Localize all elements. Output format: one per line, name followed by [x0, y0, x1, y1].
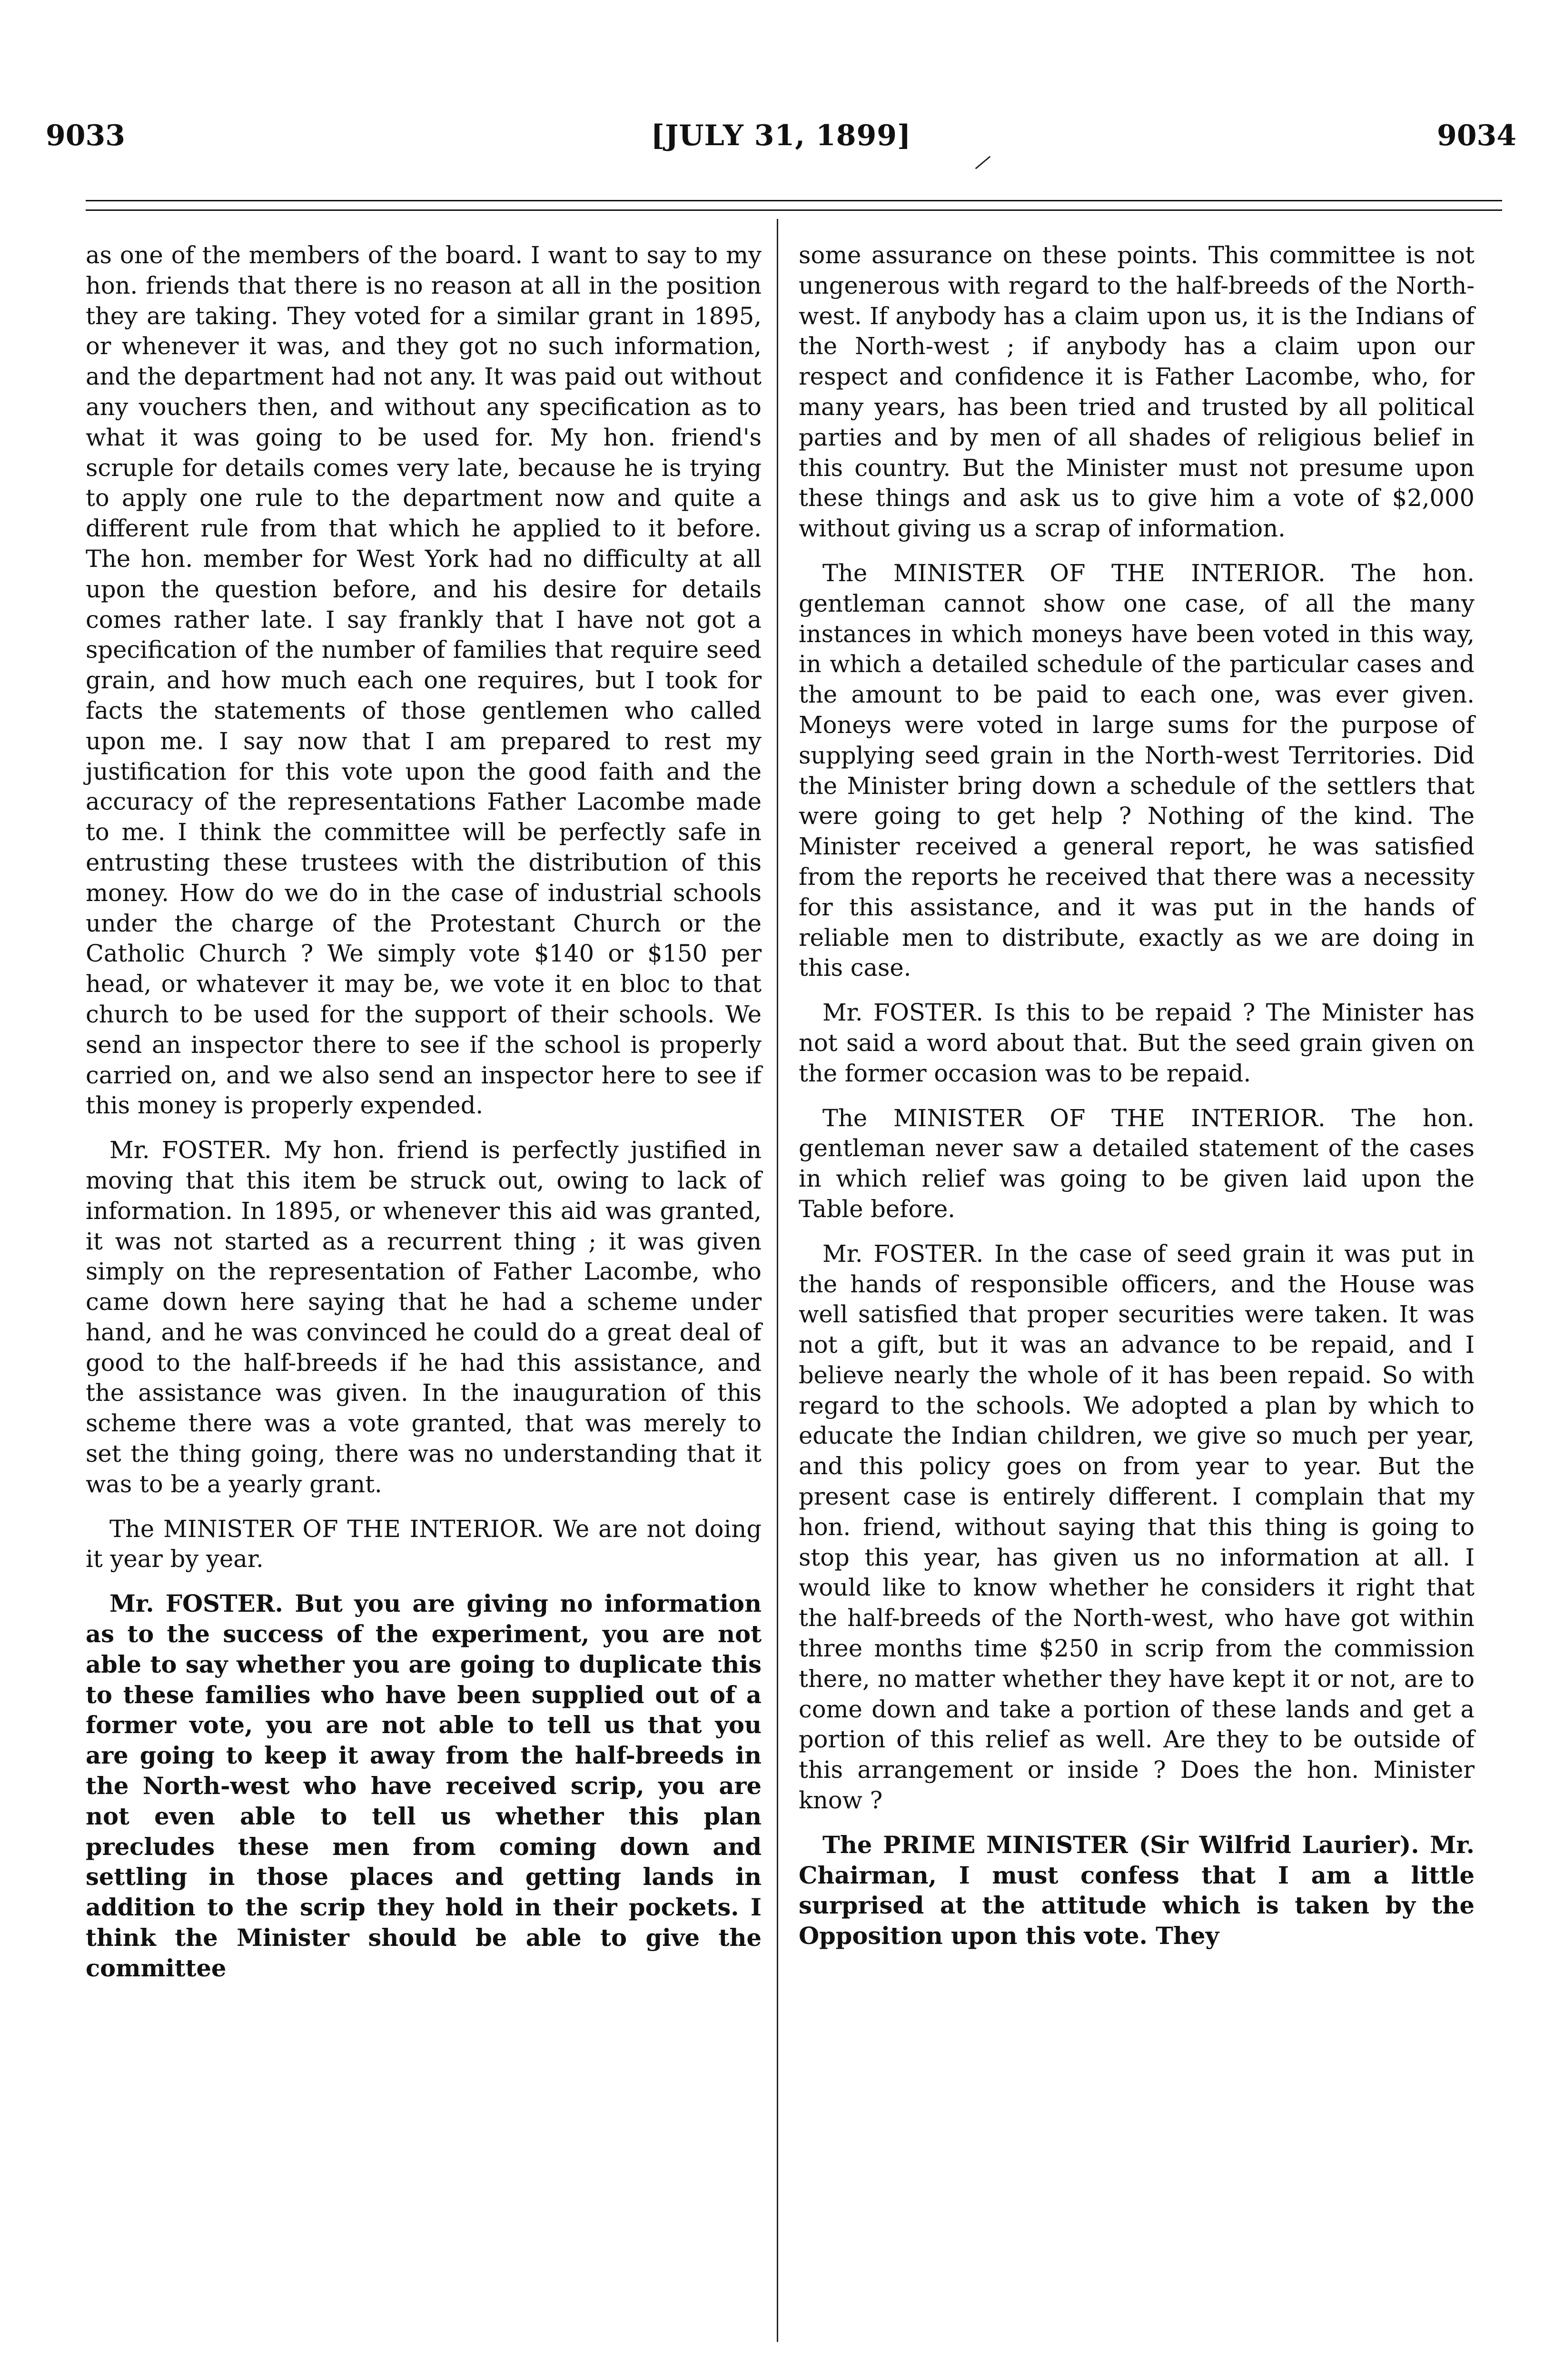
paragraph: Mr. FOSTER. Is this to be repaid ? The Minister has not said a word about that. But the seed grain given on the former occasion was to be repaid.: [799, 999, 1475, 1087]
left-column: [86, 240, 762, 1998]
header-rule-top: [86, 200, 1502, 201]
paragraph: as one of the members of the board. I want to say to my hon. friends that there is no reason at all in the position they are taking. They voted for a similar grant in 1895, or whenever it was, and they got no such information, and the department had not any. It was paid out without any vouchers then, and without any specification as to what it was going to be used for. My hon. friend's scruple for details comes very late, because he is trying to apply one rule to the department now and quite a different rule from that which he applied to it before. The hon. member for West York had no difficulty at all upon the question before, and his desire for details comes rather late. I say frankly that I have not got a specification of the number of families that require seed grain, and how much each one requires, but I took for facts the statements of those gentlemen who called upon me. I say now that I am prepared to rest my justification for this vote upon the good faith and the accuracy of the representations Father Lacombe made to me. I think the committee will be perfectly safe in entrusting these trustees with the distribution of this money. How do we do in the case of industrial schools under the charge of the Protestant Church or the Catholic Church ? We simply vote $140 or $150 per head, or whatever it may be, we vote it en bloc to that church to be used for the support of their schools. We send an inspector there to see if the school is properly carried on, and we also send an inspector here to see if this money is properly expended.: [86, 241, 762, 1120]
header-rule-bottom: [86, 209, 1502, 211]
page-header: [46, 119, 1516, 162]
column-divider: [777, 219, 778, 2342]
paragraph: The MINISTER OF THE INTERIOR. We are not doing it year by year.: [86, 1515, 762, 1573]
page-number-left: 9033: [46, 119, 125, 152]
page-number-right: 9034: [1437, 119, 1516, 152]
paragraph: some assurance on these points. This committee is not ungenerous with regard to the half-breeds of the North-west. If anybody has a claim upon us, it is the Indians of the North-west ; if anybody has a claim upon our respect and confidence it is Father Lacombe, who, for many years, has been tried and trusted by all political parties and by men of all shades of religious belief in this country. But the Minister must not presume upon these things and ask us to give him a vote of $2,000 without giving us a scrap of information.: [799, 241, 1475, 543]
paragraph: The MINISTER OF THE INTERIOR. The hon. gentleman cannot show one case, of all the many instances in which moneys have been voted in this way, in which a detailed schedule of the particular cases and the amount to be paid to each one, was ever given. Moneys were voted in large sums for the purpose of supplying seed grain in the North-west Territories. Did the Minister bring down a schedule of the settlers that were going to get help ? Nothing of the kind. The Minister received a general report, he was satisfied from the reports he received that there was a necessity for this assistance, and it was put in the hands of reliable men to distribute, exactly as we are doing in this case.: [799, 559, 1475, 982]
right-column: [799, 240, 1475, 1966]
paragraph: Mr. FOSTER. But you are giving no information as to the success of the experiment, you are not able to say whether you are going to duplicate this to these families who have been supplied out of a former vote, you are not able to tell us that you are going to keep it away from the half-breeds in the North-west who have received scrip, you are not even able to tell us whether this plan precludes these men from coming down and settling in those places and getting lands in addition to the scrip they hold in their pockets. I think the Minister should be able to give the committee: [86, 1590, 762, 1982]
paragraph: Mr. FOSTER. In the case of seed grain it was put in the hands of responsible officers, and the House was well satisfied that proper securities were taken. It was not a gift, but it was an advance to be repaid, and I believe nearly the whole of it has been repaid. So with regard to the schools. We adopted a plan by which to educate the Indian children, we give so much per year, and this policy goes on from year to year. But the present case is entirely different. I complain that my hon. friend, without saying that this thing is going to stop this year, has given us no information at all. I would like to know whether he considers it right that the half-breeds of the North-west, who have got within three months time $250 in scrip from the commission there, no matter whether they have kept it or not, are to come down and take a portion of these lands and get a portion of this relief as well. Are they to be outside of this arrangement or inside ? Does the hon. Minister know ?: [799, 1240, 1475, 1815]
paragraph: The MINISTER OF THE INTERIOR. The hon. gentleman never saw a detailed statement of the cases in which relief was going to be given laid upon the Table before.: [799, 1104, 1475, 1223]
page-date: [JULY 31, 1899]: [651, 119, 911, 152]
paragraph: Mr. FOSTER. My hon. friend is perfectly justified in moving that this item be struck out, owing to lack of information. In 1895, or whenever this aid was granted, it was not started as a recurrent thing ; it was given simply on the representation of Father Lacombe, who came down here saying that he had a scheme under hand, and he was convinced he could do a great deal of good to the half-breeds if he had this assistance, and the assistance was given. In the inauguration of this scheme there was a vote granted, that was merely to set the thing going, there was no understanding that it was to be a yearly grant.: [86, 1136, 762, 1498]
paragraph: The PRIME MINISTER (Sir Wilfrid Laurier). Mr. Chairman, I must confess that I am a little surprised at the attitude which is taken by the Opposition upon this vote. They: [799, 1831, 1475, 1950]
